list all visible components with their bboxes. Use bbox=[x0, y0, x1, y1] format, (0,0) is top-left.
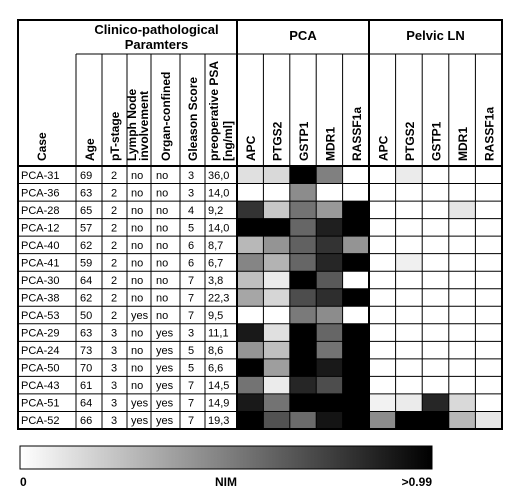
pca-cell bbox=[263, 254, 289, 272]
cell-psa: 36,0 bbox=[208, 169, 230, 182]
pca-cell bbox=[343, 376, 369, 394]
ln-cell bbox=[369, 201, 396, 219]
cell-pt-stage: 2 bbox=[111, 239, 118, 252]
pca-cell bbox=[316, 201, 342, 219]
cell-case: PCA-29 bbox=[21, 327, 60, 340]
ln-cell bbox=[369, 166, 396, 184]
column-header-ln-gene: PTGS2 bbox=[402, 121, 417, 161]
pca-cell bbox=[343, 166, 369, 184]
cell-gleason: 5 bbox=[188, 345, 195, 358]
column-header-pca-gene: GSTP1 bbox=[297, 121, 311, 161]
cell-psa: 14,0 bbox=[208, 222, 230, 235]
ln-cell bbox=[422, 201, 449, 219]
pca-cell bbox=[263, 324, 289, 342]
ln-cell bbox=[475, 166, 502, 184]
ln-cell bbox=[422, 236, 449, 254]
cell-lymph-node: no bbox=[131, 345, 144, 358]
ln-cell bbox=[449, 254, 476, 272]
column-header-lymph-node: Lymph Node bbox=[125, 88, 139, 161]
column-header-ln-gene: MDR1 bbox=[456, 126, 471, 161]
pca-cell bbox=[290, 201, 316, 219]
column-header-psa: [ng/ml] bbox=[221, 121, 235, 161]
column-header-ln-gene: RASSF1a bbox=[482, 106, 497, 161]
cell-pt-stage: 3 bbox=[111, 415, 118, 428]
pca-cell bbox=[316, 289, 342, 307]
ln-cell bbox=[369, 254, 396, 272]
cell-case: PCA-43 bbox=[21, 380, 60, 393]
pca-cell bbox=[343, 324, 369, 342]
cell-case: PCA-52 bbox=[21, 415, 60, 428]
cell-pt-stage: 2 bbox=[111, 222, 118, 235]
pca-cell bbox=[237, 184, 263, 202]
cell-psa: 8,6 bbox=[208, 345, 224, 358]
cell-lymph-node: no bbox=[131, 362, 144, 375]
column-header-organ-confined: Organ-confined bbox=[159, 71, 173, 161]
pca-cell bbox=[237, 306, 263, 324]
cell-lymph-node: no bbox=[131, 187, 144, 200]
pca-cell bbox=[316, 271, 342, 289]
cell-psa: 11,1 bbox=[208, 327, 229, 340]
pca-cell bbox=[237, 359, 263, 377]
cell-lymph-node: yes bbox=[131, 415, 149, 428]
ln-cell bbox=[396, 359, 423, 377]
cell-gleason: 7 bbox=[188, 380, 195, 393]
cell-gleason: 6 bbox=[188, 257, 195, 270]
cell-pt-stage: 3 bbox=[111, 362, 118, 375]
cell-lymph-node: no bbox=[131, 222, 144, 235]
cell-organ-confined: yes bbox=[156, 415, 174, 428]
legend-max-label: >0.99 bbox=[401, 475, 432, 489]
ln-cell bbox=[475, 271, 502, 289]
ln-cell bbox=[369, 376, 396, 394]
cell-gleason: 7 bbox=[188, 292, 195, 305]
cell-pt-stage: 2 bbox=[111, 274, 118, 287]
ln-cell bbox=[449, 376, 476, 394]
ln-cell bbox=[369, 289, 396, 307]
cell-pt-stage: 3 bbox=[111, 345, 118, 358]
ln-cell bbox=[369, 324, 396, 342]
ln-cell bbox=[449, 184, 476, 202]
cell-lymph-node: no bbox=[131, 239, 144, 252]
cell-psa: 22,3 bbox=[208, 292, 230, 305]
cell-lymph-node: no bbox=[131, 292, 144, 305]
cell-case: PCA-40 bbox=[21, 239, 60, 252]
pca-cell bbox=[343, 359, 369, 377]
ln-cell bbox=[449, 341, 476, 359]
cell-case: PCA-51 bbox=[21, 397, 60, 410]
cell-case: PCA-38 bbox=[21, 292, 60, 305]
pca-cell bbox=[237, 201, 263, 219]
ln-cell bbox=[369, 359, 396, 377]
pca-cell bbox=[316, 236, 342, 254]
cell-case: PCA-41 bbox=[21, 257, 60, 270]
cell-case: PCA-31 bbox=[21, 169, 60, 182]
group-header-ln: Pelvic LN bbox=[406, 28, 465, 43]
pca-cell bbox=[316, 166, 342, 184]
ln-cell bbox=[422, 341, 449, 359]
pca-cell bbox=[343, 394, 369, 412]
ln-cell bbox=[449, 411, 476, 429]
column-header-ln-gene: APC bbox=[376, 135, 391, 161]
cell-age: 65 bbox=[80, 204, 93, 217]
ln-cell bbox=[369, 394, 396, 412]
cell-organ-confined: no bbox=[156, 222, 169, 235]
pca-cell bbox=[290, 394, 316, 412]
cell-gleason: 3 bbox=[188, 327, 195, 340]
pca-cell bbox=[343, 201, 369, 219]
cell-pt-stage: 3 bbox=[111, 397, 118, 410]
pca-cell bbox=[263, 184, 289, 202]
cell-pt-stage: 2 bbox=[111, 204, 118, 217]
cell-lymph-node: no bbox=[131, 274, 144, 287]
pca-cell bbox=[290, 411, 316, 429]
ln-cell bbox=[475, 236, 502, 254]
pca-cell bbox=[290, 289, 316, 307]
cell-age: 50 bbox=[80, 310, 93, 323]
cell-organ-confined: no bbox=[156, 169, 169, 182]
ln-cell bbox=[369, 236, 396, 254]
pca-cell bbox=[290, 219, 316, 237]
cell-psa: 9,2 bbox=[208, 204, 224, 217]
pca-cell bbox=[290, 236, 316, 254]
cell-organ-confined: no bbox=[156, 204, 169, 217]
cell-psa: 3,8 bbox=[208, 274, 224, 287]
pca-cell bbox=[290, 254, 316, 272]
column-header-lymph-node: involvement bbox=[137, 90, 151, 161]
ln-cell bbox=[422, 166, 449, 184]
cell-gleason: 7 bbox=[188, 397, 195, 410]
legend-colorbar bbox=[20, 446, 432, 469]
pca-cell bbox=[316, 324, 342, 342]
cell-gleason: 3 bbox=[188, 169, 195, 182]
cell-lymph-node: no bbox=[131, 327, 144, 340]
ln-cell bbox=[369, 219, 396, 237]
cell-gleason: 3 bbox=[188, 187, 195, 200]
pca-cell bbox=[316, 394, 342, 412]
pca-cell bbox=[263, 166, 289, 184]
cell-pt-stage: 2 bbox=[111, 187, 118, 200]
group-header-clinical: Paramters bbox=[124, 37, 189, 52]
cell-case: PCA-28 bbox=[21, 204, 60, 217]
cell-age: 64 bbox=[80, 397, 93, 410]
cell-age: 66 bbox=[80, 415, 93, 428]
cell-pt-stage: 2 bbox=[111, 310, 118, 323]
pca-cell bbox=[237, 376, 263, 394]
cell-organ-confined: yes bbox=[156, 362, 174, 375]
pca-cell bbox=[343, 236, 369, 254]
pca-cell bbox=[263, 394, 289, 412]
pca-cell bbox=[263, 341, 289, 359]
ln-cell bbox=[475, 376, 502, 394]
pca-cell bbox=[316, 376, 342, 394]
ln-cell bbox=[475, 411, 502, 429]
cell-lymph-node: no bbox=[131, 257, 144, 270]
cell-organ-confined: no bbox=[156, 274, 169, 287]
cell-pt-stage: 3 bbox=[111, 327, 118, 340]
cell-pt-stage: 2 bbox=[111, 292, 118, 305]
ln-cell bbox=[449, 306, 476, 324]
column-header-pca-gene: MDR1 bbox=[323, 126, 338, 161]
cell-age: 70 bbox=[80, 362, 93, 375]
ln-cell bbox=[396, 184, 423, 202]
cell-age: 64 bbox=[80, 274, 93, 287]
pca-cell bbox=[316, 306, 342, 324]
legend-mid-label: NIM bbox=[215, 475, 237, 489]
cell-age: 63 bbox=[80, 327, 93, 340]
cell-gleason: 5 bbox=[188, 362, 195, 375]
ln-cell bbox=[396, 341, 423, 359]
ln-cell bbox=[475, 341, 502, 359]
pca-cell bbox=[237, 394, 263, 412]
pca-cell bbox=[290, 306, 316, 324]
cell-psa: 19,3 bbox=[208, 415, 230, 428]
ln-cell bbox=[422, 219, 449, 237]
pca-cell bbox=[237, 341, 263, 359]
ln-cell bbox=[396, 271, 423, 289]
ln-cell bbox=[422, 394, 449, 412]
cell-psa: 14,0 bbox=[208, 187, 230, 200]
cell-pt-stage: 3 bbox=[111, 380, 118, 393]
ln-cell bbox=[475, 359, 502, 377]
cell-age: 59 bbox=[80, 257, 93, 270]
column-header-age: Age bbox=[83, 138, 97, 161]
pca-cell bbox=[343, 411, 369, 429]
cell-organ-confined: no bbox=[156, 239, 169, 252]
pca-cell bbox=[263, 236, 289, 254]
cell-gleason: 7 bbox=[188, 274, 195, 287]
pca-cell bbox=[343, 271, 369, 289]
ln-cell bbox=[449, 271, 476, 289]
cell-case: PCA-36 bbox=[21, 187, 60, 200]
ln-cell bbox=[422, 254, 449, 272]
cell-lymph-node: yes bbox=[131, 310, 149, 323]
cell-age: 57 bbox=[80, 222, 93, 235]
column-header-ln-gene: GSTP1 bbox=[429, 121, 444, 161]
ln-cell bbox=[396, 201, 423, 219]
ln-cell bbox=[396, 324, 423, 342]
pca-cell bbox=[237, 254, 263, 272]
pca-cell bbox=[290, 184, 316, 202]
ln-cell bbox=[475, 324, 502, 342]
cell-gleason: 5 bbox=[188, 222, 195, 235]
pca-cell bbox=[237, 271, 263, 289]
ln-cell bbox=[475, 219, 502, 237]
cell-age: 62 bbox=[80, 239, 93, 252]
pca-cell bbox=[316, 359, 342, 377]
pca-cell bbox=[263, 271, 289, 289]
cell-psa: 14,9 bbox=[208, 397, 230, 410]
pca-cell bbox=[316, 341, 342, 359]
cell-age: 69 bbox=[80, 169, 93, 182]
column-header-pt-stage: pT-stage bbox=[108, 111, 122, 161]
pca-cell bbox=[343, 341, 369, 359]
cell-age: 62 bbox=[80, 292, 93, 305]
pca-cell bbox=[263, 201, 289, 219]
ln-cell bbox=[449, 289, 476, 307]
cell-organ-confined: yes bbox=[156, 380, 174, 393]
cell-psa: 14,5 bbox=[208, 380, 230, 393]
pca-cell bbox=[237, 289, 263, 307]
cell-lymph-node: no bbox=[131, 204, 144, 217]
ln-cell bbox=[422, 271, 449, 289]
pca-cell bbox=[343, 184, 369, 202]
ln-cell bbox=[396, 306, 423, 324]
pca-cell bbox=[290, 359, 316, 377]
column-header-pca-gene: PTGS2 bbox=[270, 121, 285, 161]
cell-lymph-node: no bbox=[131, 380, 144, 393]
cell-gleason: 6 bbox=[188, 239, 195, 252]
cell-age: 73 bbox=[80, 345, 93, 358]
pca-cell bbox=[343, 219, 369, 237]
ln-cell bbox=[422, 324, 449, 342]
cell-gleason: 4 bbox=[188, 204, 195, 217]
ln-cell bbox=[475, 201, 502, 219]
pca-cell bbox=[290, 376, 316, 394]
column-header-psa: preoperative PSA bbox=[207, 60, 221, 161]
pca-cell bbox=[263, 376, 289, 394]
column-header-gleason: Gleason Score bbox=[186, 76, 200, 161]
pca-cell bbox=[263, 289, 289, 307]
ln-cell bbox=[369, 341, 396, 359]
pca-cell bbox=[343, 254, 369, 272]
pca-cell bbox=[263, 411, 289, 429]
cell-psa: 6,6 bbox=[208, 362, 224, 375]
ln-cell bbox=[422, 359, 449, 377]
ln-cell bbox=[369, 184, 396, 202]
ln-cell bbox=[449, 324, 476, 342]
legend-layer bbox=[20, 446, 432, 469]
ln-cell bbox=[475, 306, 502, 324]
column-header-case: Case bbox=[35, 132, 49, 161]
pca-cell bbox=[316, 184, 342, 202]
group-header-pca: PCA bbox=[289, 28, 317, 43]
ln-cell bbox=[475, 289, 502, 307]
ln-cell bbox=[396, 289, 423, 307]
legend-min-label: 0 bbox=[20, 475, 27, 489]
pca-cell bbox=[237, 324, 263, 342]
pca-cell bbox=[237, 236, 263, 254]
cell-pt-stage: 2 bbox=[111, 257, 118, 270]
ln-cell bbox=[449, 219, 476, 237]
pca-cell bbox=[343, 289, 369, 307]
cell-gleason: 7 bbox=[188, 310, 195, 323]
ln-cell bbox=[449, 394, 476, 412]
column-header-pca-gene: APC bbox=[244, 135, 259, 161]
pca-cell bbox=[237, 166, 263, 184]
ln-cell bbox=[396, 166, 423, 184]
ln-cell bbox=[396, 394, 423, 412]
cell-gleason: 7 bbox=[188, 415, 195, 428]
ln-cell bbox=[422, 306, 449, 324]
ln-cell bbox=[369, 306, 396, 324]
pca-cell bbox=[290, 271, 316, 289]
ln-cell bbox=[449, 236, 476, 254]
ln-cell bbox=[396, 219, 423, 237]
cell-case: PCA-53 bbox=[21, 310, 60, 323]
pca-cell bbox=[316, 219, 342, 237]
pca-cell bbox=[290, 341, 316, 359]
pca-cell bbox=[263, 219, 289, 237]
ln-cell bbox=[369, 411, 396, 429]
cell-psa: 9,5 bbox=[208, 310, 224, 323]
cell-case: PCA-24 bbox=[21, 345, 60, 358]
cell-lymph-node: no bbox=[131, 169, 144, 182]
ln-cell bbox=[369, 271, 396, 289]
cell-pt-stage: 2 bbox=[111, 169, 118, 182]
pca-cell bbox=[316, 411, 342, 429]
ln-cell bbox=[396, 376, 423, 394]
cell-psa: 8,7 bbox=[208, 239, 224, 252]
ln-cell bbox=[422, 411, 449, 429]
cell-case: PCA-30 bbox=[21, 274, 60, 287]
pca-cell bbox=[343, 306, 369, 324]
column-header-pca-gene: RASSF1a bbox=[349, 106, 364, 161]
ln-cell bbox=[449, 359, 476, 377]
ln-cell bbox=[449, 201, 476, 219]
ln-cell bbox=[449, 166, 476, 184]
ln-cell bbox=[422, 289, 449, 307]
pca-cell bbox=[263, 306, 289, 324]
cell-organ-confined: no bbox=[156, 310, 169, 323]
group-header-clinical: Clinico-pathological bbox=[94, 22, 219, 37]
cell-organ-confined: yes bbox=[156, 345, 174, 358]
ln-cell bbox=[396, 236, 423, 254]
cell-organ-confined: no bbox=[156, 292, 169, 305]
cell-case: PCA-12 bbox=[21, 222, 60, 235]
ln-cell bbox=[475, 394, 502, 412]
pca-cell bbox=[263, 359, 289, 377]
cell-psa: 6,7 bbox=[208, 257, 224, 270]
ln-cell bbox=[422, 376, 449, 394]
pca-cell bbox=[237, 219, 263, 237]
pca-cell bbox=[290, 166, 316, 184]
cell-organ-confined: no bbox=[156, 257, 169, 270]
pca-cell bbox=[237, 411, 263, 429]
cell-organ-confined: yes bbox=[156, 397, 174, 410]
cell-case: PCA-50 bbox=[21, 362, 60, 375]
ln-cell bbox=[422, 184, 449, 202]
pca-cell bbox=[316, 254, 342, 272]
cell-age: 63 bbox=[80, 187, 93, 200]
ln-cell bbox=[396, 411, 423, 429]
ln-cell bbox=[396, 254, 423, 272]
cell-organ-confined: no bbox=[156, 187, 169, 200]
ln-cell bbox=[475, 184, 502, 202]
pca-cell bbox=[290, 324, 316, 342]
cell-organ-confined: yes bbox=[156, 327, 174, 340]
ln-cell bbox=[475, 254, 502, 272]
cell-age: 61 bbox=[80, 380, 93, 393]
cell-lymph-node: yes bbox=[131, 397, 149, 410]
